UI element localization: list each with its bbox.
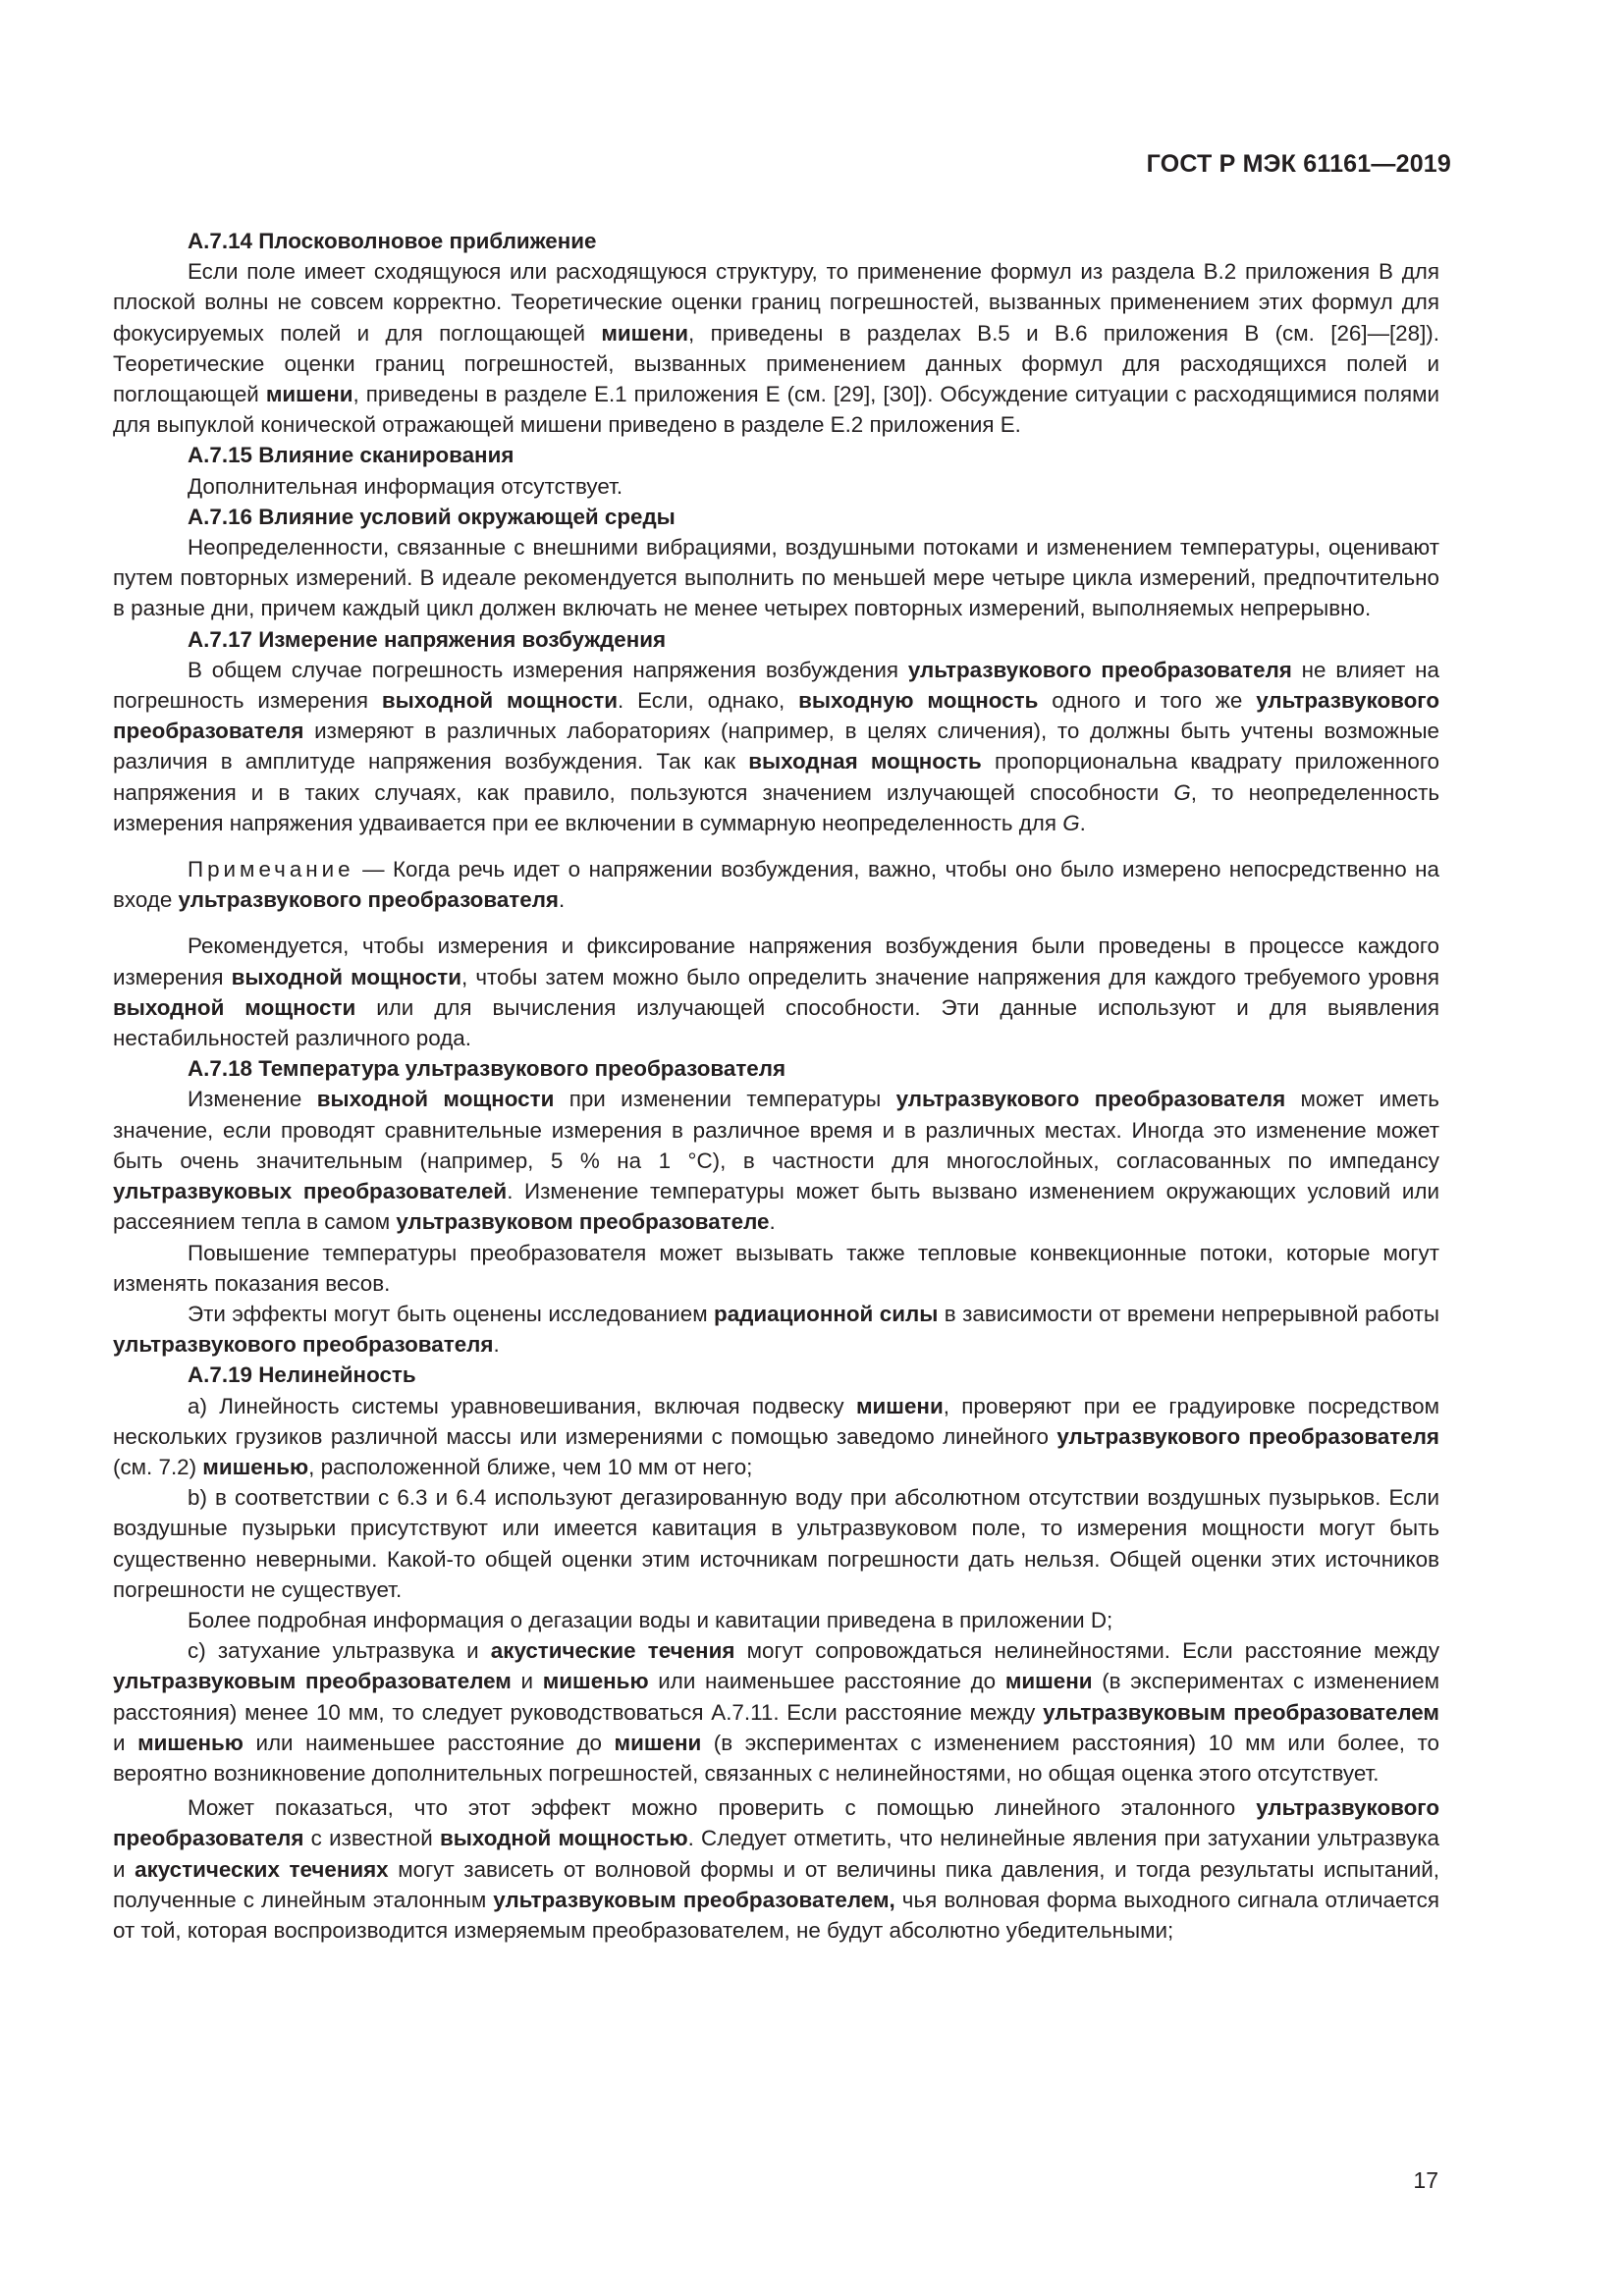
text-run: одного и того же	[1038, 688, 1257, 714]
bold-term: акустические течения	[490, 1638, 735, 1664]
paragraph-a715-1	[113, 471, 1439, 502]
note-a717	[113, 854, 1439, 915]
text-run: , приведены в разделах В.5 и В.6 приложения В (см. [26]—[28]). Теоретические оценки границ погрешностей, вызванных применением данных формул для расходящихся полей и поглощающей	[113, 320, 1439, 407]
bold-term: ультразвукового преобразователя	[113, 1795, 1439, 1851]
bold-term: ультразвукового преобразователя	[895, 1087, 1286, 1112]
section-heading-a716: А.7.16 Влияние условий окружающей среды	[188, 504, 676, 529]
text-run: Рекомендуется, чтобы измерения и фиксирование напряжения возбуждения были проведены в процессе каждого измерения	[113, 934, 1439, 989]
text-run: . Если, однако,	[617, 688, 799, 714]
bold-term: ультразвуковых преобразователей	[113, 1179, 508, 1204]
text-run: или наименьшее расстояние до	[243, 1730, 615, 1755]
text-run: пропорциональна квадрату приложенного напряжения и в таких случаях, как правило, пользуются значением излучающей способности	[113, 749, 1439, 805]
bold-term: мишени	[601, 320, 689, 346]
text-run: в зависимости от времени непрерывной работы	[938, 1301, 1439, 1326]
text-run: (в экспериментах с изменением расстояния) 10 мм или более, то вероятно возникновение дополнительных погрешностей, связанных с нелинейностями, но общая оценка этого отсутствует.	[113, 1730, 1439, 1786]
italic-symbol: G	[1062, 810, 1080, 835]
text-run: Изменение	[188, 1087, 317, 1112]
bold-term: ультразвукового преобразователя	[113, 1332, 494, 1358]
text-run: и	[113, 1730, 138, 1755]
bold-term: выходную мощность	[798, 688, 1039, 714]
text-run: , проверяют при ее градуировке посредством нескольких грузиков различной массы или измерениями с помощью заведомо линейного	[113, 1393, 1440, 1449]
bold-term: ультразвукового преобразователя	[113, 688, 1440, 744]
text-run: a) Линейность системы уравновешивания, включая подвеску	[188, 1393, 856, 1418]
document-body	[113, 226, 1439, 1946]
paragraph-a718-1	[113, 1084, 1439, 1237]
paragraph-a714-1	[113, 256, 1439, 440]
paragraph-a716-1	[113, 532, 1439, 624]
section-heading-a719: А.7.19 Нелинейность	[188, 1362, 416, 1388]
text-run: или наименьшее расстояние до	[648, 1669, 1005, 1694]
note-label: Примечание	[188, 857, 354, 882]
text-run: чья волновая форма выходного сигнала отличается от той, которая воспроизводится измеряемым преобразователем, не будут абсолютно убедительными;	[113, 1887, 1439, 1943]
bold-term: мишенью	[202, 1454, 309, 1479]
text-run: и	[511, 1669, 543, 1694]
list-item-a719-c	[113, 1635, 1439, 1789]
bold-term: радиационной силы	[714, 1301, 939, 1326]
paragraph-a719-c2	[113, 1792, 1439, 1946]
text-run: , расположенной ближе, чем 10 мм от него;	[308, 1454, 753, 1479]
paragraph-a719-b2	[113, 1605, 1439, 1635]
bold-term: ультразвуковым преобразователем	[113, 1669, 512, 1694]
section-heading-a717: А.7.17 Измерение напряжения возбуждения	[188, 626, 667, 652]
bold-term: ультразвукового преобразователя	[907, 657, 1292, 682]
paragraph-a718-3	[113, 1299, 1439, 1360]
page-number: 17	[1413, 2167, 1438, 2193]
bold-term: ультразвуковым преобразователем	[1043, 1699, 1439, 1725]
text-run: Дополнительная информация отсутствует.	[188, 473, 623, 499]
bold-term: мишенью	[137, 1730, 244, 1755]
list-item-a719-a	[113, 1391, 1439, 1483]
text-run: .	[769, 1209, 776, 1235]
text-run: , чтобы затем можно было определить значение напряжения для каждого требуемого уровня	[461, 964, 1439, 989]
bold-term: мишени	[265, 382, 353, 407]
paragraph-a717-2	[113, 931, 1439, 1053]
text-run: .	[559, 887, 566, 913]
text-run: .	[1079, 810, 1086, 835]
section-heading-a715: А.7.15 Влияние сканирования	[188, 443, 514, 468]
text-run: В общем случае погрешность измерения напряжения возбуждения	[188, 657, 908, 682]
text-run: Может показаться, что этот эффект можно проверить с помощью линейного эталонного	[188, 1795, 1257, 1821]
bold-term: ультразвуковым преобразователем,	[493, 1887, 895, 1912]
section-heading-a714: А.7.14 Плосковолновое приближение	[188, 229, 597, 253]
text-run: Повышение температуры преобразователя может вызывать также тепловые конвекционные потоки, которые могут изменять показания весов.	[113, 1240, 1439, 1296]
paragraph-a717-1	[113, 655, 1439, 838]
italic-symbol: G	[1173, 779, 1191, 805]
text-run: может иметь значение, если проводят сравнительные измерения в различное время и в различных местах. Иногда это изменение может быть очень значительным (например, 5 % на 1 °С), в частности для многослойных, согласованных по импедансу	[113, 1087, 1439, 1173]
text-run: могут зависеть от волновой формы и от величины пика давления, и тогда результаты испытаний, полученные с линейным эталонным	[113, 1856, 1439, 1912]
text-run: — Когда речь идет о напряжении возбуждения, важно, чтобы оно было измерено непосредственно на входе	[113, 857, 1439, 913]
text-run: c) затухание ультразвука и	[188, 1638, 491, 1664]
text-run: не влияет на погрешность измерения	[113, 657, 1439, 714]
bold-term: ультразвукового преобразователя	[1056, 1423, 1439, 1449]
text-run: b) в соответствии с 6.3 и 6.4 используют дегазированную воду при абсолютном отсутствии воздушных пузырьков. Если воздушные пузырьки присутствуют или имеется кавитация в ультразвуковом поле, то измерения мощности могут быть существенно неверными. Какой-то общей оценки этим источникам погрешности дать нельзя. Общей оценки этих источников погрешности не существует.	[113, 1485, 1439, 1602]
text-run: при изменении температуры	[554, 1087, 896, 1112]
text-run: , приведены в разделе Е.1 приложения Е (см. [29], [30]). Обсуждение ситуации с расходящимися полями для выпуклой конической отражающей мишени приведено в разделе Е.2 приложения Е.	[113, 382, 1439, 438]
bold-term: мишени	[855, 1393, 944, 1418]
text-run: Если поле имеет сходящуюся или расходящуюся структуру, то применение формул из раздела В.2 приложения В для плоской волны не совсем корректно. Теоретические оценки границ погрешностей, вызванных применением этих формул для фокусируемых полей и для поглощающей	[113, 259, 1439, 346]
document-code: ГОСТ Р МЭК 61161—2019	[1146, 150, 1451, 178]
text-run: Эти эффекты могут быть оценены исследованием	[188, 1301, 715, 1326]
bold-term: выходной мощности	[231, 964, 461, 989]
bold-term: выходной мощностью	[439, 1826, 688, 1851]
text-run: . Следует отметить, что нелинейные явления при затухании ультразвука и	[113, 1826, 1439, 1882]
bold-term: ультразвуковом преобразователе	[396, 1209, 770, 1235]
section-heading-a718: А.7.18 Температура ультразвукового преобразователя	[188, 1056, 786, 1082]
bold-term: выходная мощность	[748, 749, 982, 774]
text-run: . Изменение температуры может быть вызвано изменением окружающих условий или рассеянием тепла в самом	[113, 1179, 1439, 1235]
bold-term: ультразвукового преобразователя	[178, 887, 559, 913]
list-item-a719-b	[113, 1482, 1439, 1605]
text-run: .	[493, 1332, 500, 1358]
text-run: (в экспериментах с изменением расстояния) менее 10 мм, то следует руководствоваться А.7.11. Если расстояние между	[113, 1669, 1440, 1725]
text-run: (см. 7.2)	[113, 1454, 203, 1479]
text-run: или для вычисления излучающей способности. Эти данные используют и для выявления нестабильностей различного рода.	[113, 994, 1439, 1051]
text-run: измеряют в различных лабораториях (например, в целях сличения), то должны быть учтены возможные различия в амплитуде напряжения возбуждения. Так как	[113, 719, 1439, 774]
text-run: , то неопределенность измерения напряжения удваивается при ее включении в суммарную неопределенность для	[113, 779, 1439, 835]
bold-term: выходной мощности	[113, 994, 356, 1020]
bold-term: выходной мощности	[316, 1087, 555, 1112]
text-run: с известной	[303, 1826, 440, 1851]
text-run: Более подробная информация о дегазации воды и кавитации приведена в приложении D;	[188, 1607, 1113, 1632]
text-run: Неопределенности, связанные с внешними вибрациями, воздушными потоками и изменением температуры, оценивают путем повторных измерений. В идеале рекомендуется выполнить по меньшей мере четыре цикла измерений, предпочтительно в разные дни, причем каждый цикл должен включать не менее четырех повторных измерений, выполняемых непрерывно.	[113, 535, 1439, 621]
bold-term: выходной мощности	[381, 688, 618, 714]
bold-term: мишени	[614, 1730, 702, 1755]
text-run: могут сопровождаться нелинейностями. Если расстояние между	[734, 1638, 1440, 1664]
paragraph-a718-2	[113, 1238, 1439, 1299]
bold-term: мишени	[1004, 1669, 1093, 1694]
bold-term: акустических течениях	[135, 1856, 389, 1882]
bold-term: мишенью	[542, 1669, 649, 1694]
